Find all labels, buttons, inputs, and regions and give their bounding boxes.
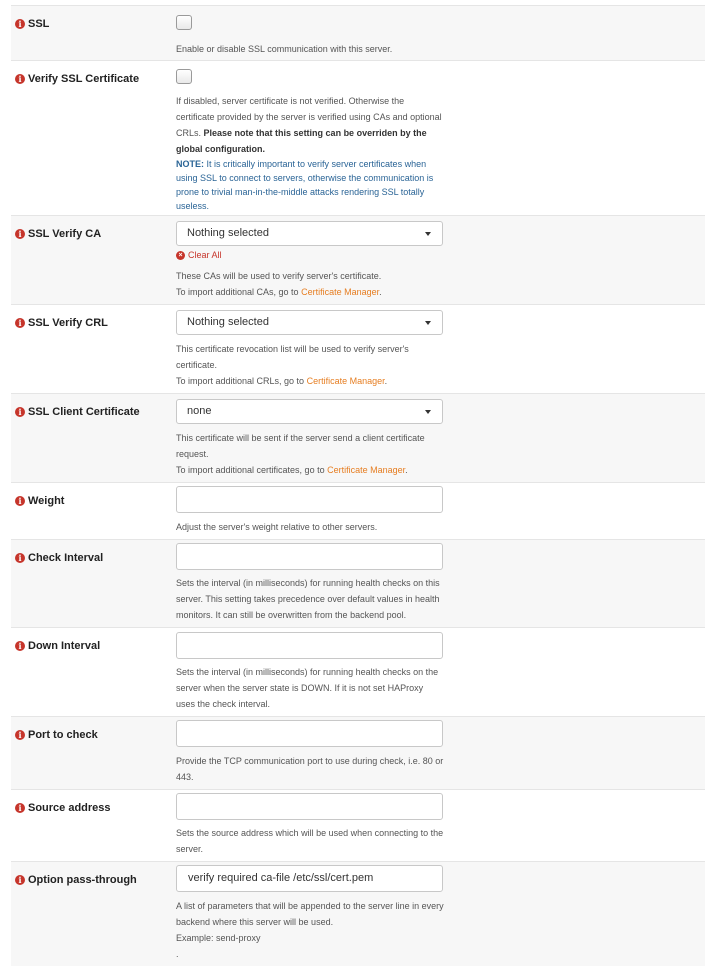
- row-check-interval: [11, 539, 705, 627]
- ssl-verify-crl-help-line2: [176, 373, 444, 389]
- ssl-client-cert-select[interactable]: [176, 399, 443, 424]
- down-interval-label-text: Down Interval: [28, 640, 101, 652]
- down-interval-input[interactable]: [176, 632, 443, 659]
- source-address-label-text: Source address: [28, 802, 111, 814]
- info-icon[interactable]: i: [15, 803, 25, 813]
- info-icon[interactable]: i: [15, 407, 25, 417]
- verify-ssl-help-text: If disabled, server certificate is not verified. Otherwise the certificate provided by the server is verified using CAs and optional CRLs.: [176, 96, 442, 138]
- weight-label: [15, 495, 64, 507]
- source-address-input[interactable]: [176, 793, 443, 820]
- certificate-manager-link[interactable]: Certificate Manager: [301, 287, 380, 297]
- ssl-verify-crl-label-text: SSL Verify CRL: [28, 317, 108, 329]
- row-ssl-verify-crl: [11, 304, 705, 393]
- ssl-verify-ca-label: [15, 228, 101, 240]
- info-icon[interactable]: i: [15, 553, 25, 563]
- ssl-verify-crl-label: [15, 317, 108, 329]
- check-interval-help: Sets the interval (in milliseconds) for running health checks on this server. This setting takes precedence over default values in health monitors. It can still be overwritten from the backend pool.: [176, 578, 440, 620]
- ssl-verify-ca-label-text: SSL Verify CA: [28, 228, 102, 240]
- info-icon[interactable]: i: [15, 875, 25, 885]
- option-pass-through-help-line3: .: [176, 949, 179, 959]
- verify-ssl-checkbox[interactable]: [176, 69, 192, 84]
- info-icon[interactable]: i: [15, 641, 25, 651]
- verify-ssl-label: [15, 73, 139, 85]
- note-prefix: NOTE:: [176, 159, 204, 169]
- weight-help: Adjust the server's weight relative to other servers.: [176, 522, 378, 532]
- row-down-interval: [11, 627, 705, 716]
- ssl-verify-ca-help-line1: These CAs will be used to verify server's certificate.: [176, 271, 382, 281]
- row-ssl: [11, 5, 705, 60]
- option-pass-through-label-text: Option pass-through: [28, 874, 137, 886]
- option-pass-through-help: [176, 898, 444, 962]
- row-verify-ssl: [11, 60, 705, 215]
- check-interval-label: [15, 552, 103, 564]
- option-pass-through-help-line1: A list of parameters that will be appended to the server line in every backend where this server will be used.: [176, 901, 444, 927]
- clear-all-link[interactable]: [176, 250, 222, 260]
- close-circle-icon: ×: [176, 251, 185, 260]
- port-to-check-label: [15, 729, 98, 741]
- source-address-help: Sets the source address which will be used when connecting to the server.: [176, 828, 444, 854]
- ssl-help: Enable or disable SSL communication with this server.: [176, 44, 393, 54]
- ssl-verify-crl-select[interactable]: [176, 310, 443, 335]
- verify-ssl-help-bold: Please note that this setting can be overriden by the global configuration.: [176, 128, 427, 154]
- note-text: It is critically important to verify server certificates when using SSL to connect to servers, otherwise the communication is prone to trivial man-in-the-middle attacks rendering SSL totally useless.: [176, 159, 434, 211]
- verify-ssl-help: [176, 93, 444, 157]
- info-icon[interactable]: i: [15, 229, 25, 239]
- check-interval-input[interactable]: [176, 543, 443, 570]
- ssl-label: [15, 18, 49, 30]
- down-interval-label: [15, 640, 100, 652]
- source-address-label: [15, 802, 111, 814]
- info-icon[interactable]: i: [15, 74, 25, 84]
- chevron-down-icon: [425, 321, 431, 325]
- weight-input[interactable]: [176, 486, 443, 513]
- row-ssl-verify-ca: [11, 215, 705, 304]
- certificate-manager-link[interactable]: Certificate Manager: [327, 465, 406, 475]
- ssl-client-cert-help: [176, 430, 444, 478]
- option-pass-through-input[interactable]: verify required ca-file /etc/ssl/cert.pem: [176, 865, 443, 892]
- ssl-verify-crl-selected: Nothing selected: [187, 316, 269, 328]
- row-weight: [11, 482, 705, 539]
- help-prefix: To import additional CRLs, go to: [176, 376, 305, 386]
- port-to-check-label-text: Port to check: [28, 729, 98, 741]
- port-to-check-input[interactable]: [176, 720, 443, 747]
- chevron-down-icon: [425, 410, 431, 414]
- ssl-label-text: SSL: [28, 18, 50, 30]
- ssl-client-cert-label: [15, 406, 140, 418]
- ssl-client-cert-selected: none: [187, 405, 212, 417]
- option-pass-through-label: [15, 874, 137, 886]
- verify-ssl-label-text: Verify SSL Certificate: [28, 73, 140, 85]
- certificate-manager-link[interactable]: Certificate Manager: [306, 376, 385, 386]
- row-port-to-check: [11, 716, 705, 789]
- help-suffix: .: [379, 287, 382, 297]
- help-suffix: .: [384, 376, 388, 386]
- ssl-verify-ca-select[interactable]: [176, 221, 443, 246]
- row-option-pass-through: [11, 861, 705, 966]
- ssl-checkbox[interactable]: [176, 15, 192, 30]
- ssl-verify-ca-selected: Nothing selected: [187, 227, 269, 239]
- ssl-client-cert-help-line2: [176, 462, 444, 478]
- ssl-client-cert-label-text: SSL Client Certificate: [28, 406, 140, 418]
- ssl-verify-ca-help: [176, 268, 444, 300]
- info-icon[interactable]: i: [15, 318, 25, 328]
- down-interval-help: Sets the interval (in milliseconds) for running health checks on the server when the server state is DOWN. If it is not set HAProxy uses the check interval.: [176, 667, 439, 709]
- clear-all-text: Clear All: [188, 250, 222, 260]
- option-pass-through-help-line2: Example: send-proxy: [176, 933, 261, 943]
- ssl-verify-crl-help: [176, 341, 444, 389]
- ssl-verify-ca-help-line2: [176, 284, 444, 300]
- chevron-down-icon: [425, 232, 431, 236]
- port-to-check-help: Provide the TCP communication port to use during check, i.e. 80 or 443.: [176, 756, 444, 782]
- info-icon[interactable]: i: [15, 730, 25, 740]
- help-suffix: .: [405, 465, 408, 475]
- check-interval-label-text: Check Interval: [28, 552, 104, 564]
- help-prefix: To import additional certificates, go to: [176, 465, 325, 475]
- row-source-address: [11, 789, 705, 861]
- ssl-client-cert-help-line1: This certificate will be sent if the server send a client certificate request.: [176, 433, 425, 459]
- ssl-verify-crl-help-line1: This certificate revocation list will be used to verify server's certificate.: [176, 344, 409, 370]
- info-icon[interactable]: i: [15, 19, 25, 29]
- help-prefix: To import additional CAs, go to: [176, 287, 299, 297]
- weight-label-text: Weight: [28, 495, 65, 507]
- info-icon[interactable]: i: [15, 496, 25, 506]
- verify-ssl-note: [176, 157, 438, 213]
- row-ssl-client-cert: [11, 393, 705, 482]
